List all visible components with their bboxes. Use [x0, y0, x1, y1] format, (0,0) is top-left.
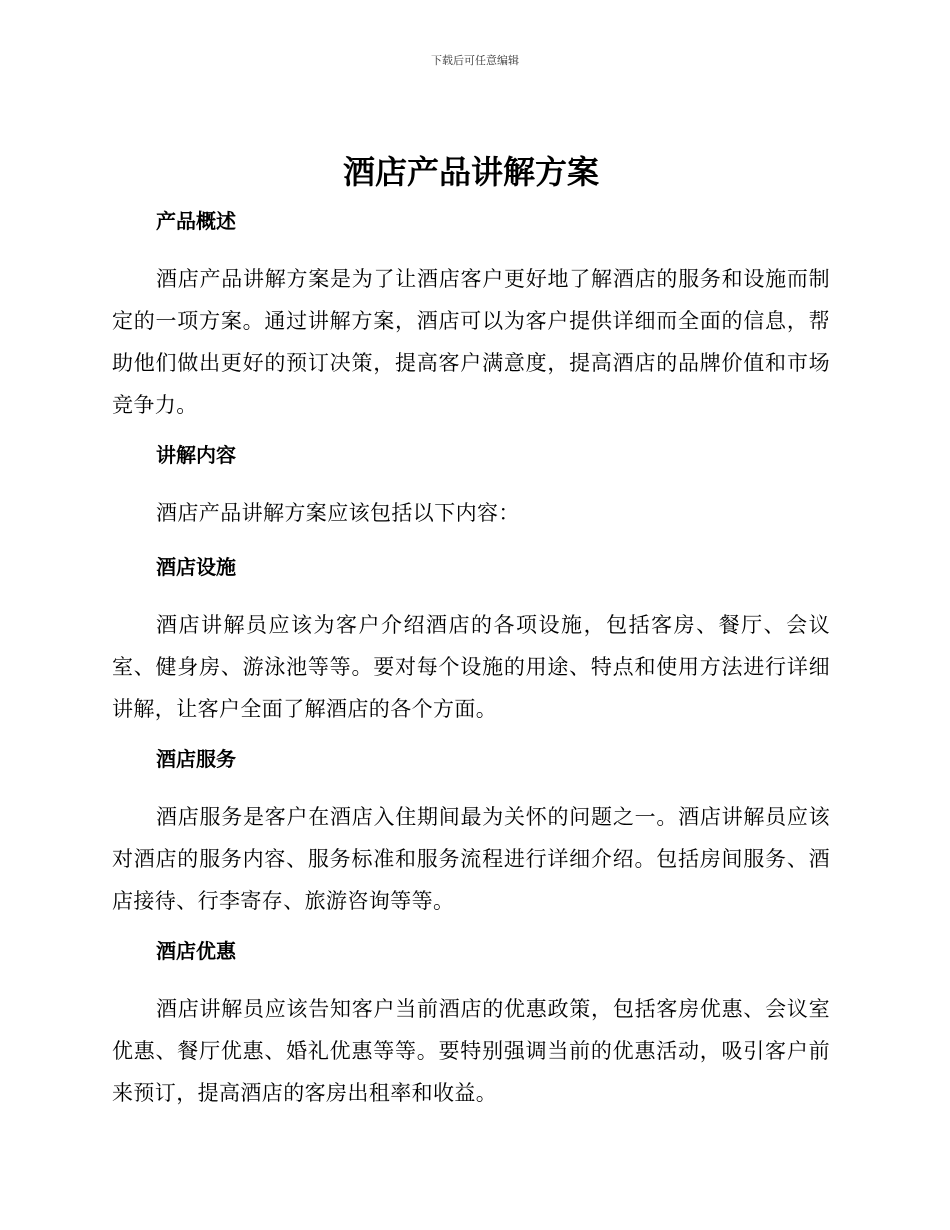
- section-heading: 讲解内容: [156, 443, 236, 467]
- page-header-note: 下载后可任意编辑: [431, 54, 519, 67]
- document-title: 酒店产品讲解方案: [342, 153, 599, 191]
- section-services: [112, 744, 830, 922]
- section-paragraph: 酒店讲解员应该为客户介绍酒店的各项设施，包括客房、餐厅、会议室、健身房、游泳池等等。要对每个设施的用途、特点和使用方法进行详细讲解，让客户全面了解酒店的各个方面。: [112, 613, 830, 721]
- section-heading: 酒店服务: [156, 747, 236, 771]
- section-product-overview: [112, 206, 830, 426]
- section-paragraph: 酒店产品讲解方案是为了让酒店客户更好地了解酒店的服务和设施而制定的一项方案。通过讲解方案，酒店可以为客户提供详细而全面的信息，帮助他们做出更好的预订决策，提高客户满意度，提高酒店的品牌价值和市场竞争力。: [112, 267, 830, 417]
- section-paragraph: 酒店服务是客户在酒店入住期间最为关怀的问题之一。酒店讲解员应该对酒店的服务内容、服务标准和服务流程进行详细介绍。包括房间服务、酒店接待、行李寄存、旅游咨询等等。: [112, 805, 830, 913]
- section-heading: 产品概述: [156, 209, 236, 233]
- section-facilities: [112, 552, 830, 730]
- section-paragraph: 酒店讲解员应该告知客户当前酒店的优惠政策，包括客房优惠、会议室优惠、餐厅优惠、婚礼优惠等等。要特别强调当前的优惠活动，吸引客户前来预订，提高酒店的客房出租率和收益。: [112, 997, 830, 1105]
- section-discounts: [112, 936, 830, 1114]
- section-heading: 酒店设施: [156, 555, 236, 579]
- section-content: [112, 440, 830, 534]
- section-heading: 酒店优惠: [156, 939, 236, 963]
- document-body: [112, 150, 830, 1128]
- section-paragraph: 酒店产品讲解方案应该包括以下内容：: [156, 501, 520, 525]
